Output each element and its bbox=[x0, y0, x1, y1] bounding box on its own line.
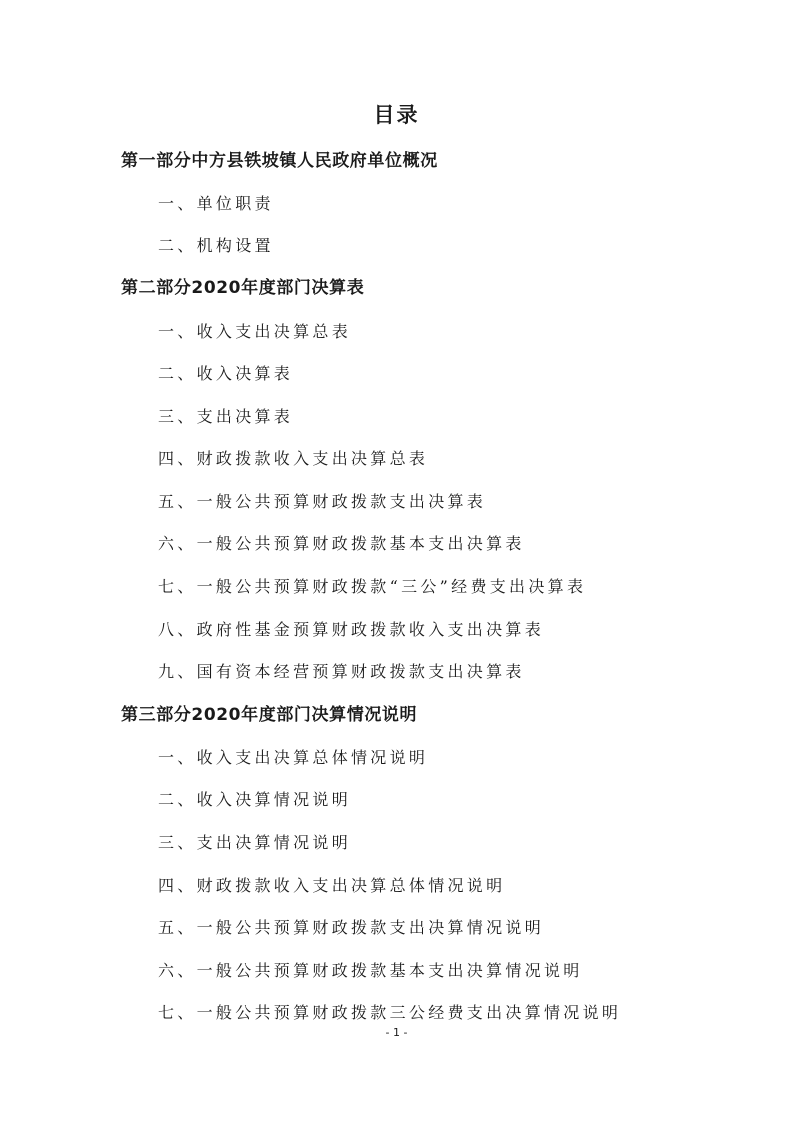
toc-item-2-5: 五、一般公共预算财政拨款支出决算表 bbox=[158, 492, 487, 511]
toc-item-2-4: 四、财政拨款收入支出决算总表 bbox=[158, 449, 429, 468]
toc-item-3-5: 五、一般公共预算财政拨款支出决算情况说明 bbox=[158, 918, 545, 937]
toc-item-2-1: 一、收入支出决算总表 bbox=[158, 322, 352, 341]
page-number: - 1 - bbox=[385, 1026, 408, 1039]
toc-title: 目录 bbox=[373, 103, 420, 127]
toc-item-1-1: 一、单位职责 bbox=[158, 194, 274, 213]
toc-part-3-heading: 第三部分2020年度部门决算情况说明 bbox=[121, 705, 418, 725]
toc-item-3-4: 四、财政拨款收入支出决算总体情况说明 bbox=[158, 876, 506, 895]
toc-part-1-heading: 第一部分中方县铁坡镇人民政府单位概况 bbox=[121, 151, 438, 171]
toc-item-2-6: 六、一般公共预算财政拨款基本支出决算表 bbox=[158, 534, 525, 553]
toc-item-2-8: 八、政府性基金预算财政拨款收入支出决算表 bbox=[158, 620, 545, 639]
toc-item-2-7: 七、一般公共预算财政拨款“三公”经费支出决算表 bbox=[158, 577, 587, 596]
toc-item-3-3: 三、支出决算情况说明 bbox=[158, 833, 352, 852]
toc-item-3-1: 一、收入支出决算总体情况说明 bbox=[158, 748, 429, 767]
toc-item-2-9: 九、国有资本经营预算财政拨款支出决算表 bbox=[158, 662, 525, 681]
toc-item-3-2: 二、收入决算情况说明 bbox=[158, 790, 352, 809]
toc-item-2-2: 二、收入决算表 bbox=[158, 364, 294, 383]
toc-part-2-heading: 第二部分2020年度部门决算表 bbox=[121, 278, 365, 298]
toc-item-3-6: 六、一般公共预算财政拨款基本支出决算情况说明 bbox=[158, 961, 583, 980]
toc-item-3-7: 七、一般公共预算财政拨款三公经费支出决算情况说明 bbox=[158, 1003, 622, 1022]
toc-item-2-3: 三、支出决算表 bbox=[158, 407, 294, 426]
toc-item-1-2: 二、机构设置 bbox=[158, 236, 274, 255]
